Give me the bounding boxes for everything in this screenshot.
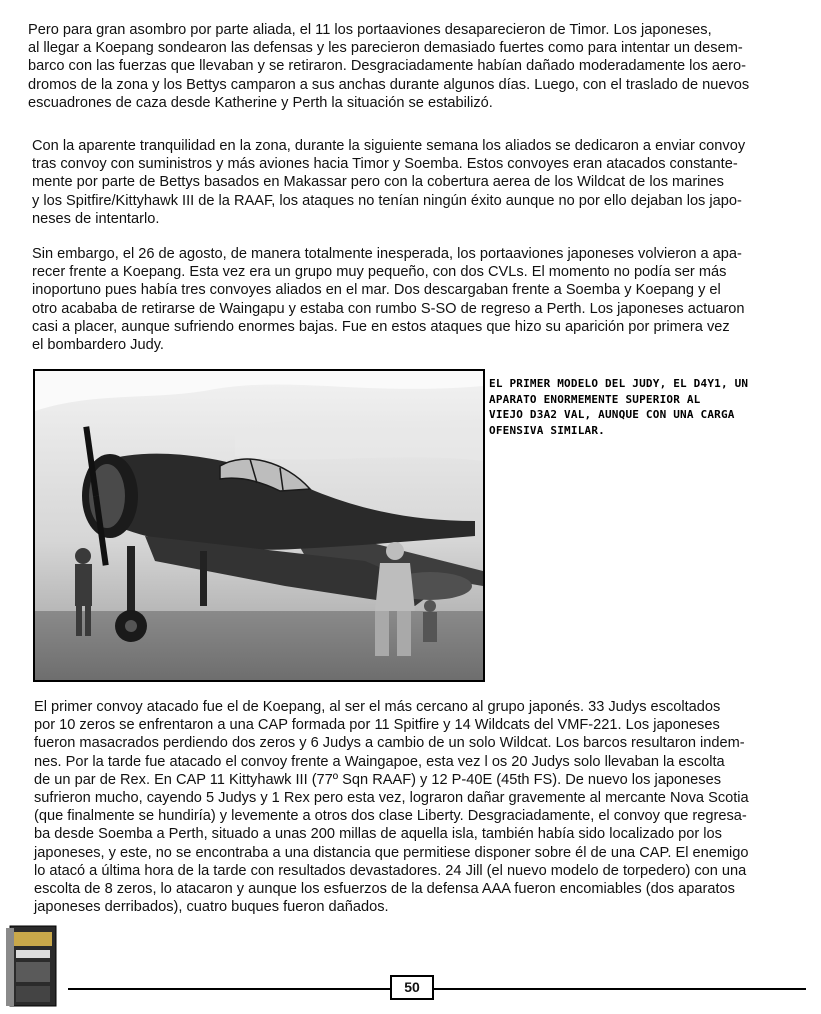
text-line: dromos de la zona y los Bettys camparon a sus anchas durante algunos días. Luego, con el traslado de nuevos [28,76,750,93]
text-line: por 10 zeros se enfrentaron a una CAP formada por 11 Spitfire y 14 Wildcats del VMF-221. Los japoneses [34,717,720,734]
footer-rule [68,988,806,990]
judy-aircraft-icon [35,371,483,680]
text-line: mente por parte de Bettys basados en Makassar pero con la cobertura aerea de los Wildcat de los marines [32,174,724,191]
photo-caption [489,376,809,438]
text-line: japoneses derribados), cuatro buques fueron dañados. [34,899,389,916]
text-line: escuadrones de caza desde Katherine y Perth la situación se estabilizó. [28,94,493,111]
text-line: fueron masacrados perdiendo dos zeros y 6 Judys a cambio de un solo Wildcat. Los barcos resultaron indem- [34,735,745,752]
text-line: barco con las fuerzas que llevaban y se retiraron. Desgraciadamente habían dañado moderadamente los aero- [28,58,746,75]
game-box-icon [4,924,62,1008]
text-line: El primer convoy atacado fue el de Koepang, al ser el más cercano al grupo japonés. 33 Judys escoltados [34,699,721,715]
text-line: nes. Por la tarde fue atacado el convoy frente a Waingapoe, esta vez l os 20 Judys solo llevaban la escolta [34,753,725,770]
text-line: lo atacó a última hora de la tarde con resultados devastadores. 24 Jill (el nuevo modelo de torpedero) con una [34,862,747,879]
text-line: neses de intentarlo. [32,210,160,227]
paragraph-3 [32,245,745,354]
caption-line: VIEJO D3A2 VAL, AUNQUE CON UNA CARGA [489,408,735,422]
paragraph-4 [34,698,749,916]
paragraph-2 [32,137,745,228]
aircraft-photo [33,369,485,682]
text-line: recer frente a Koepang. Esta vez era un grupo muy pequeño, con dos CVLs. El momento no podía ser más [32,264,727,281]
text-line: casi a placer, aunque sufriendo enormes bajas. Fue en estos ataques que hizo su aparición por primera vez [32,318,730,335]
text-line: escolta de 8 zeros, lo atacaron y aunque los esfuerzos de la defensa AAA fueron encomiables (dos aparatos [34,881,735,898]
text-line: (que finalmente se hundiría) y levemente a otros dos clase Liberty. Desgraciadamente, el convoy que regresa- [34,808,747,825]
text-line: Sin embargo, el 26 de agosto, de manera totalmente inesperada, los portaaviones japoneses volvieron a apa- [32,246,742,262]
text-line: otro acababa de retirarse de Waingapu y estaba con rumbo S-SO de regreso a Perth. Los japoneses actuaron [32,300,745,317]
text-line: Pero para gran asombro por parte aliada, el 11 los portaaviones desaparecieron de Timor. Los japoneses, [28,22,712,38]
text-line: sufrieron mucho, cayendo 5 Judys y 1 Rex pero esta vez, lograron dañar gravemente al mercante Nova Scotia [34,790,749,807]
text-line: japoneses, y este, no se encontraba a una distancia que permitiese disponer sobre él de una CAP. El enemigo [34,844,749,861]
text-line: inoportuno pues había tres convoyes aliados en el mar. Dos descargaban frente a Soemba y Koepang y el [32,282,721,299]
text-line: al llegar a Koepang sondearon las defensas y les parecieron demasiado fuertes como para intentar un desem- [28,40,743,57]
text-line: ba desde Soemba a Perth, situado a unas 200 millas de aquella isla, también había sido localizado por los [34,826,722,843]
paragraph-1 [28,21,749,112]
caption-line: EL PRIMER MODELO DEL JUDY, EL D4Y1, UN [489,377,749,390]
text-line: de un par de Rex. En CAP 11 Kittyhawk III (77º Sqn RAAF) y 12 P-40E (45th FS). De nuevo los japoneses [34,771,721,788]
caption-line: OFENSIVA SIMILAR. [489,423,605,437]
text-line: tras convoy con suministros y más aviones hacia Timor y Soemba. Estos convoyes eran atacados constante- [32,156,738,173]
text-line: Con la aparente tranquilidad en la zona, durante la siguiente semana los aliados se dedicaron a enviar convoy [32,138,746,154]
caption-line: APARATO ENORMEMENTE SUPERIOR AL [489,392,701,406]
text-line: el bombardero Judy. [32,337,164,354]
page-number: 50 [390,975,434,1000]
text-line: y los Spitfire/Kittyhawk III de la RAAF, los ataques no tenían ningún éxito aunque no por ello dejaban los japo- [32,192,742,209]
